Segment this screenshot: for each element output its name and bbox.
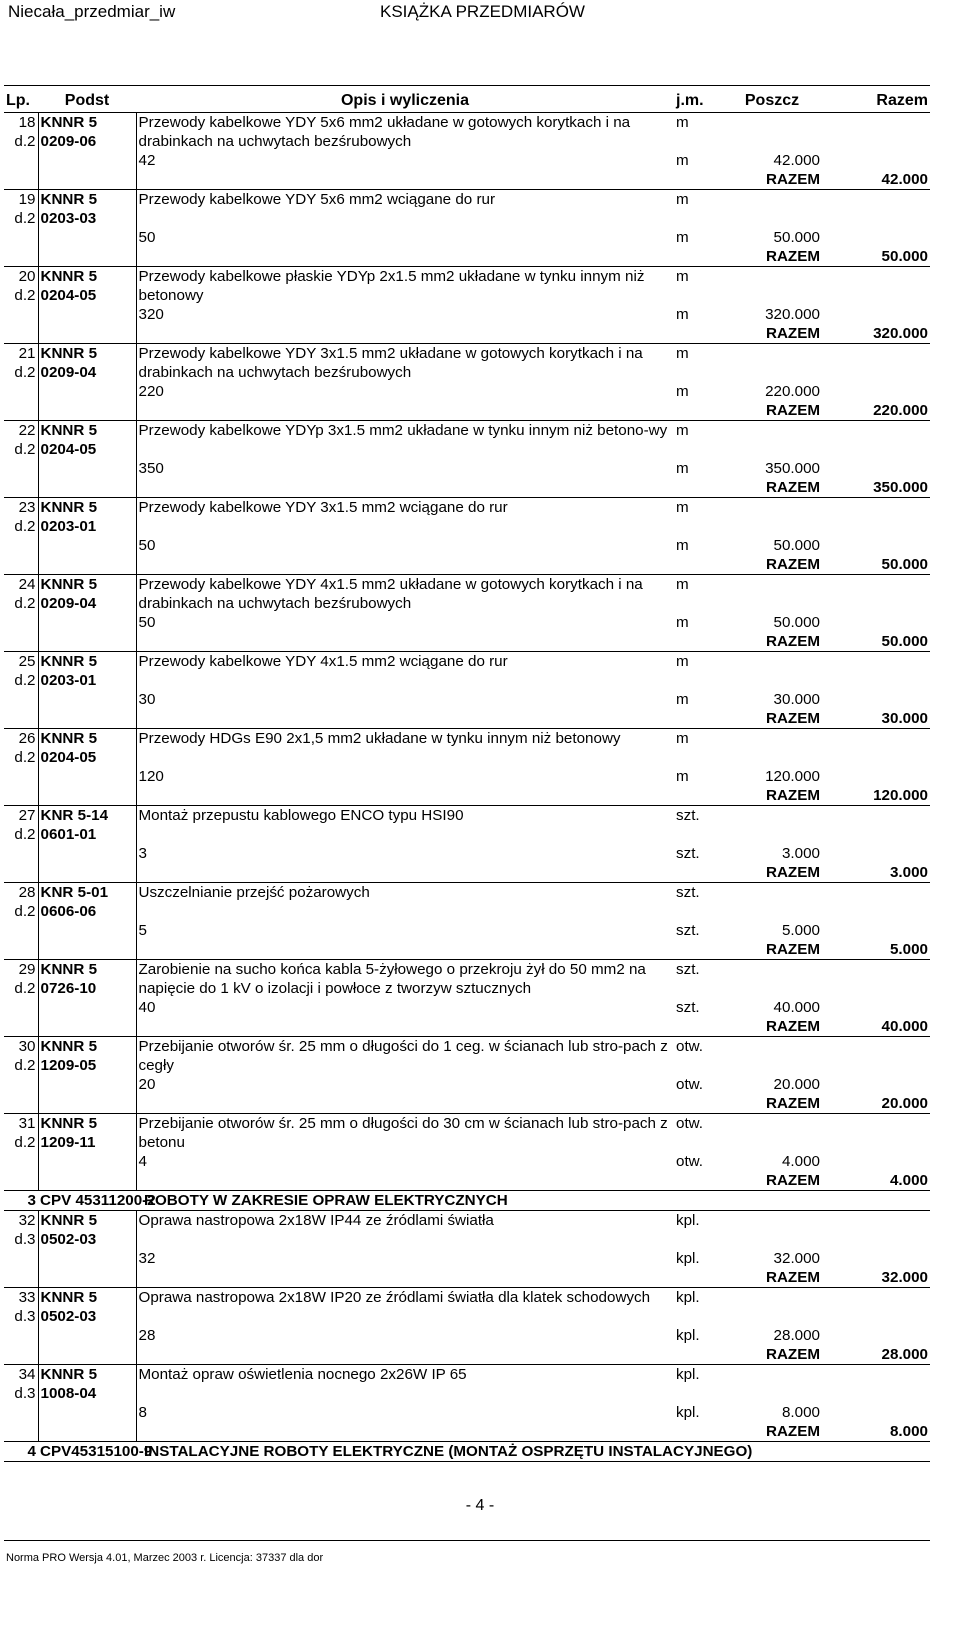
item-description: Przewody kabelkowe YDY 5x6 mm2 układane w gotowych korytkach i na drabinkach na uchwytach bezśrubowych bbox=[138, 114, 631, 150]
calc-row bbox=[4, 1326, 930, 1345]
document-title: KSIĄŻKA PRZEDMIARÓW bbox=[380, 2, 585, 21]
item-section: d.2 bbox=[4, 440, 38, 459]
item-unit: kpl. bbox=[676, 1289, 700, 1306]
item-code: KNNR 5 bbox=[38, 344, 136, 364]
item-row bbox=[4, 1365, 930, 1385]
item-lp: 24 bbox=[4, 575, 38, 595]
item-description: Przewody kabelkowe YDY 4x1.5 mm2 wciągane do rur bbox=[138, 653, 508, 670]
item-lp: 25 bbox=[4, 652, 38, 672]
item-row bbox=[4, 1114, 930, 1134]
item-row bbox=[4, 960, 930, 980]
item-unit: m bbox=[676, 730, 689, 747]
item-code: KNNR 5 bbox=[38, 575, 136, 595]
calc-unit: kpl. bbox=[676, 1250, 700, 1267]
item-row bbox=[4, 267, 930, 287]
item-code-number: 0203-01 bbox=[38, 671, 136, 690]
calc-row bbox=[4, 921, 930, 940]
calc-row bbox=[4, 459, 930, 478]
item-code-number: 0204-05 bbox=[38, 440, 136, 459]
razem-row bbox=[4, 1171, 930, 1191]
item-description: Przewody kabelkowe YDY 4x1.5 mm2 układane w gotowych korytkach i na drabinkach na uchwytach bezśrubowych bbox=[138, 576, 643, 612]
calc-row bbox=[4, 382, 930, 401]
item-lp: 27 bbox=[4, 806, 38, 826]
item-quantity: 40 bbox=[138, 999, 156, 1016]
calc-row bbox=[4, 1249, 930, 1268]
item-total: 3.000 bbox=[822, 863, 930, 883]
item-code: KNNR 5 bbox=[38, 652, 136, 672]
item-section: d.2 bbox=[4, 363, 38, 382]
item-row bbox=[4, 344, 930, 364]
item-total: 220.000 bbox=[822, 401, 930, 421]
item-total: 320.000 bbox=[822, 324, 930, 344]
item-code: KNNR 5 bbox=[38, 1365, 136, 1385]
item-total: 120.000 bbox=[822, 786, 930, 806]
calc-unit: m bbox=[676, 383, 689, 400]
calc-unit: kpl. bbox=[676, 1404, 700, 1421]
item-description: Oprawa nastropowa 2x18W IP44 ze źródlami światła bbox=[138, 1212, 494, 1229]
item-code: KNNR 5 bbox=[38, 960, 136, 980]
razem-label: RAZEM bbox=[722, 1422, 822, 1442]
item-section: d.2 bbox=[4, 671, 38, 690]
item-section: d.2 bbox=[4, 286, 38, 305]
item-section: d.2 bbox=[4, 209, 38, 228]
item-unit: otw. bbox=[676, 1115, 704, 1132]
col-lp: Lp. bbox=[4, 90, 38, 113]
item-total: 5.000 bbox=[822, 940, 930, 960]
item-subtotal: 20.000 bbox=[773, 1076, 820, 1093]
calc-row bbox=[4, 151, 930, 170]
item-quantity: 28 bbox=[138, 1327, 156, 1344]
item-row bbox=[4, 1288, 930, 1308]
header-divider bbox=[4, 85, 930, 86]
item-subtotal: 28.000 bbox=[773, 1327, 820, 1344]
item-code-number: 0502-03 bbox=[38, 1307, 136, 1326]
item-total: 50.000 bbox=[822, 247, 930, 267]
razem-row bbox=[4, 324, 930, 344]
items-block-1 bbox=[4, 113, 930, 1191]
razem-label: RAZEM bbox=[722, 1171, 822, 1191]
document-name: Niecała_przedmiar_iw bbox=[8, 2, 176, 21]
item-section: d.2 bbox=[4, 748, 38, 767]
razem-label: RAZEM bbox=[722, 555, 822, 575]
item-quantity: 4 bbox=[138, 1153, 147, 1170]
item-lp: 18 bbox=[4, 113, 38, 133]
item-quantity: 5 bbox=[138, 922, 147, 939]
razem-row bbox=[4, 1017, 930, 1037]
item-lp: 34 bbox=[4, 1365, 38, 1385]
item-subtotal: 42.000 bbox=[773, 152, 820, 169]
item-quantity: 50 bbox=[138, 537, 156, 554]
item-subtotal: 3.000 bbox=[781, 845, 820, 862]
item-lp: 20 bbox=[4, 267, 38, 287]
item-quantity: 220 bbox=[138, 383, 164, 400]
item-description: Przewody HDGs E90 2x1,5 mm2 układane w tynku innym niż betonowy bbox=[138, 730, 621, 747]
item-code: KNNR 5 bbox=[38, 1037, 136, 1057]
calc-unit: m bbox=[676, 306, 689, 323]
item-code: KNNR 5 bbox=[38, 190, 136, 210]
razem-row bbox=[4, 1422, 930, 1442]
calc-unit: m bbox=[676, 691, 689, 708]
item-total: 42.000 bbox=[822, 170, 930, 190]
item-row bbox=[4, 421, 930, 441]
calc-row bbox=[4, 536, 930, 555]
item-quantity: 50 bbox=[138, 229, 156, 246]
item-description: Montaż opraw oświetlenia nocnego 2x26W IP 65 bbox=[138, 1366, 467, 1383]
table-header-row bbox=[4, 90, 930, 113]
item-code-number: 0209-04 bbox=[38, 594, 136, 613]
calc-unit: m bbox=[676, 614, 689, 631]
razem-label: RAZEM bbox=[722, 247, 822, 267]
item-row bbox=[4, 883, 930, 903]
item-lp: 30 bbox=[4, 1037, 38, 1057]
item-code-number: 1008-04 bbox=[38, 1384, 136, 1403]
item-code-number: 0203-01 bbox=[38, 517, 136, 536]
razem-row bbox=[4, 401, 930, 421]
item-description: Przewody kabelkowe YDY 3x1.5 mm2 wciągane do rur bbox=[138, 499, 508, 516]
item-description: Przewody kabelkowe YDY 5x6 mm2 wciągane do rur bbox=[138, 191, 496, 208]
item-subtotal: 220.000 bbox=[765, 383, 820, 400]
item-subtotal: 4.000 bbox=[781, 1153, 820, 1170]
razem-label: RAZEM bbox=[722, 940, 822, 960]
section-code: CPV45315100-9 bbox=[40, 1443, 153, 1460]
item-section: d.2 bbox=[4, 594, 38, 613]
item-subtotal: 8.000 bbox=[781, 1404, 820, 1421]
item-quantity: 30 bbox=[138, 691, 156, 708]
item-description: Przewody kabelkowe płaskie YDYp 2x1.5 mm2 układane w tynku innym niż betonowy bbox=[138, 268, 645, 304]
razem-label: RAZEM bbox=[722, 1017, 822, 1037]
razem-label: RAZEM bbox=[722, 324, 822, 344]
item-total: 40.000 bbox=[822, 1017, 930, 1037]
item-code-number: 0209-04 bbox=[38, 363, 136, 382]
item-description: Zarobienie na sucho końca kabla 5-żyłowego o przekroju żył do 50 mm2 na napięcie do 1 kV o izolacji i powłoce z tworzyw sztucznych bbox=[138, 961, 646, 997]
item-lp: 22 bbox=[4, 421, 38, 441]
item-unit: m bbox=[676, 114, 689, 131]
item-unit: kpl. bbox=[676, 1212, 700, 1229]
section-code: CPV 45311200-2 bbox=[40, 1192, 156, 1209]
item-subtotal: 5.000 bbox=[781, 922, 820, 939]
item-description: Przewody kabelkowe YDY 3x1.5 mm2 układane w gotowych korytkach i na drabinkach na uchwytach bezśrubowych bbox=[138, 345, 643, 381]
calc-row bbox=[4, 844, 930, 863]
bill-of-quantities-table bbox=[4, 90, 930, 1462]
item-lp: 26 bbox=[4, 729, 38, 749]
razem-label: RAZEM bbox=[722, 478, 822, 498]
items-block-2 bbox=[4, 1211, 930, 1442]
item-code: KNNR 5 bbox=[38, 267, 136, 287]
item-total: 30.000 bbox=[822, 709, 930, 729]
razem-row bbox=[4, 1094, 930, 1114]
item-section: d.2 bbox=[4, 902, 38, 921]
item-unit: szt. bbox=[676, 884, 700, 901]
calc-row bbox=[4, 305, 930, 324]
item-lp: 28 bbox=[4, 883, 38, 903]
item-row bbox=[4, 806, 930, 826]
section-row bbox=[4, 1191, 930, 1211]
item-code-number: 1209-11 bbox=[38, 1133, 136, 1152]
item-subtotal: 32.000 bbox=[773, 1250, 820, 1267]
item-section: d.3 bbox=[4, 1230, 38, 1249]
item-description: Przebijanie otworów śr. 25 mm o długości do 1 ceg. w ścianach lub stro-pach z cegły bbox=[138, 1038, 668, 1074]
razem-row bbox=[4, 1268, 930, 1288]
razem-label: RAZEM bbox=[722, 1268, 822, 1288]
razem-label: RAZEM bbox=[722, 786, 822, 806]
calc-unit: szt. bbox=[676, 845, 700, 862]
item-quantity: 3 bbox=[138, 845, 147, 862]
item-lp: 33 bbox=[4, 1288, 38, 1308]
item-unit: m bbox=[676, 576, 689, 593]
item-code: KNR 5-01 bbox=[38, 883, 136, 903]
section-3 bbox=[4, 1191, 930, 1211]
item-section: d.2 bbox=[4, 1133, 38, 1152]
item-total: 50.000 bbox=[822, 632, 930, 652]
calc-unit: m bbox=[676, 460, 689, 477]
item-section: d.2 bbox=[4, 517, 38, 536]
item-section: d.2 bbox=[4, 979, 38, 998]
page-number: - 4 - bbox=[465, 1497, 495, 1514]
item-subtotal: 30.000 bbox=[773, 691, 820, 708]
calc-row bbox=[4, 1152, 930, 1171]
item-quantity: 42 bbox=[138, 152, 156, 169]
section-row bbox=[4, 1442, 930, 1462]
calc-row bbox=[4, 690, 930, 709]
item-quantity: 350 bbox=[138, 460, 164, 477]
item-code-number: 0203-03 bbox=[38, 209, 136, 228]
item-total: 28.000 bbox=[822, 1345, 930, 1365]
item-row bbox=[4, 1037, 930, 1057]
item-unit: m bbox=[676, 268, 689, 285]
item-total: 350.000 bbox=[822, 478, 930, 498]
razem-label: RAZEM bbox=[722, 709, 822, 729]
item-quantity: 50 bbox=[138, 614, 156, 631]
item-quantity: 320 bbox=[138, 306, 164, 323]
calc-row bbox=[4, 767, 930, 786]
item-code-number: 0601-01 bbox=[38, 825, 136, 844]
item-section: d.2 bbox=[4, 1056, 38, 1075]
calc-row bbox=[4, 228, 930, 247]
item-code: KNNR 5 bbox=[38, 729, 136, 749]
item-code: KNNR 5 bbox=[38, 1288, 136, 1308]
item-code: KNNR 5 bbox=[38, 1114, 136, 1134]
razem-row bbox=[4, 170, 930, 190]
calc-unit: szt. bbox=[676, 999, 700, 1016]
item-code-number: 0204-05 bbox=[38, 748, 136, 767]
item-code: KNNR 5 bbox=[38, 421, 136, 441]
calc-row bbox=[4, 998, 930, 1017]
calc-unit: otw. bbox=[676, 1076, 704, 1093]
razem-label: RAZEM bbox=[722, 1094, 822, 1114]
item-row bbox=[4, 575, 930, 595]
item-lp: 19 bbox=[4, 190, 38, 210]
col-poszcz: Poszcz bbox=[722, 90, 822, 113]
item-unit: m bbox=[676, 191, 689, 208]
item-row bbox=[4, 729, 930, 749]
item-lp: 21 bbox=[4, 344, 38, 364]
footer-divider bbox=[4, 1540, 930, 1541]
item-section: d.3 bbox=[4, 1307, 38, 1326]
item-subtotal: 40.000 bbox=[773, 999, 820, 1016]
item-subtotal: 320.000 bbox=[765, 306, 820, 323]
item-quantity: 8 bbox=[138, 1404, 147, 1421]
item-total: 8.000 bbox=[822, 1422, 930, 1442]
item-code-number: 0204-05 bbox=[38, 286, 136, 305]
item-subtotal: 50.000 bbox=[773, 537, 820, 554]
section-lp: 3 bbox=[4, 1191, 38, 1211]
calc-row bbox=[4, 1403, 930, 1422]
item-description: Przebijanie otworów śr. 25 mm o długości do 30 cm w ścianach lub stro-pach z betonu bbox=[138, 1115, 668, 1151]
item-unit: m bbox=[676, 653, 689, 670]
item-code: KNNR 5 bbox=[38, 1211, 136, 1231]
item-row bbox=[4, 113, 930, 133]
item-code: KNR 5-14 bbox=[38, 806, 136, 826]
col-podst: Podst bbox=[38, 90, 136, 113]
calc-unit: m bbox=[676, 768, 689, 785]
item-total: 32.000 bbox=[822, 1268, 930, 1288]
item-unit: szt. bbox=[676, 807, 700, 824]
item-quantity: 20 bbox=[138, 1076, 156, 1093]
item-subtotal: 50.000 bbox=[773, 614, 820, 631]
section-title: INSTALACYJNE ROBOTY ELEKTRYCZNE (MONTAŻ OSPRZĘTU INSTALACYJNEGO) bbox=[136, 1442, 930, 1462]
razem-row bbox=[4, 863, 930, 883]
item-subtotal: 350.000 bbox=[765, 460, 820, 477]
item-section: d.2 bbox=[4, 132, 38, 151]
razem-label: RAZEM bbox=[722, 1345, 822, 1365]
calc-unit: otw. bbox=[676, 1153, 704, 1170]
col-razem: Razem bbox=[822, 90, 930, 113]
item-total: 50.000 bbox=[822, 555, 930, 575]
item-section: d.2 bbox=[4, 825, 38, 844]
item-code: KNNR 5 bbox=[38, 498, 136, 518]
item-lp: 32 bbox=[4, 1211, 38, 1231]
item-code-number: 0502-03 bbox=[38, 1230, 136, 1249]
section-title: ROBOTY W ZAKRESIE OPRAW ELEKTRYCZNYCH bbox=[136, 1191, 930, 1211]
item-total: 20.000 bbox=[822, 1094, 930, 1114]
item-code: KNNR 5 bbox=[38, 113, 136, 133]
calc-unit: kpl. bbox=[676, 1327, 700, 1344]
item-quantity: 32 bbox=[138, 1250, 156, 1267]
footer-text: Norma PRO Wersja 4.01, Marzec 2003 r. Licencja: 37337 dla dor bbox=[6, 1552, 324, 1564]
razem-row bbox=[4, 940, 930, 960]
col-opis: Opis i wyliczenia bbox=[136, 90, 674, 113]
item-row bbox=[4, 652, 930, 672]
item-description: Przewody kabelkowe YDYp 3x1.5 mm2 układane w tynku innym niż betono-wy bbox=[138, 422, 668, 439]
item-section: d.3 bbox=[4, 1384, 38, 1403]
item-quantity: 120 bbox=[138, 768, 164, 785]
razem-row bbox=[4, 247, 930, 267]
razem-label: RAZEM bbox=[722, 863, 822, 883]
item-row bbox=[4, 190, 930, 210]
col-jm: j.m. bbox=[674, 90, 722, 113]
item-lp: 23 bbox=[4, 498, 38, 518]
item-unit: szt. bbox=[676, 961, 700, 978]
item-code-number: 0606-06 bbox=[38, 902, 136, 921]
item-row bbox=[4, 1211, 930, 1231]
item-unit: m bbox=[676, 345, 689, 362]
razem-label: RAZEM bbox=[722, 170, 822, 190]
razem-row bbox=[4, 478, 930, 498]
section-lp: 4 bbox=[4, 1442, 38, 1462]
calc-unit: m bbox=[676, 152, 689, 169]
razem-row bbox=[4, 786, 930, 806]
calc-unit: m bbox=[676, 537, 689, 554]
calc-row bbox=[4, 613, 930, 632]
item-code-number: 1209-05 bbox=[38, 1056, 136, 1075]
razem-row bbox=[4, 709, 930, 729]
razem-label: RAZEM bbox=[722, 632, 822, 652]
item-row bbox=[4, 498, 930, 518]
item-lp: 29 bbox=[4, 960, 38, 980]
calc-unit: szt. bbox=[676, 922, 700, 939]
item-unit: m bbox=[676, 499, 689, 516]
item-description: Oprawa nastropowa 2x18W IP20 ze źródlami światła dla klatek schodowych bbox=[138, 1289, 651, 1306]
item-code-number: 0209-06 bbox=[38, 132, 136, 151]
item-subtotal: 120.000 bbox=[765, 768, 820, 785]
razem-row bbox=[4, 632, 930, 652]
razem-row bbox=[4, 1345, 930, 1365]
calc-row bbox=[4, 1075, 930, 1094]
item-unit: kpl. bbox=[676, 1366, 700, 1383]
razem-row bbox=[4, 555, 930, 575]
calc-unit: m bbox=[676, 229, 689, 246]
item-lp: 31 bbox=[4, 1114, 38, 1134]
item-description: Montaż przepustu kablowego ENCO typu HSI90 bbox=[138, 807, 464, 824]
section-4 bbox=[4, 1442, 930, 1462]
item-subtotal: 50.000 bbox=[773, 229, 820, 246]
item-description: Uszczelnianie przejść pożarowych bbox=[138, 884, 370, 901]
item-unit: otw. bbox=[676, 1038, 704, 1055]
item-unit: m bbox=[676, 422, 689, 439]
razem-label: RAZEM bbox=[722, 401, 822, 421]
item-total: 4.000 bbox=[822, 1171, 930, 1191]
item-code-number: 0726-10 bbox=[38, 979, 136, 998]
